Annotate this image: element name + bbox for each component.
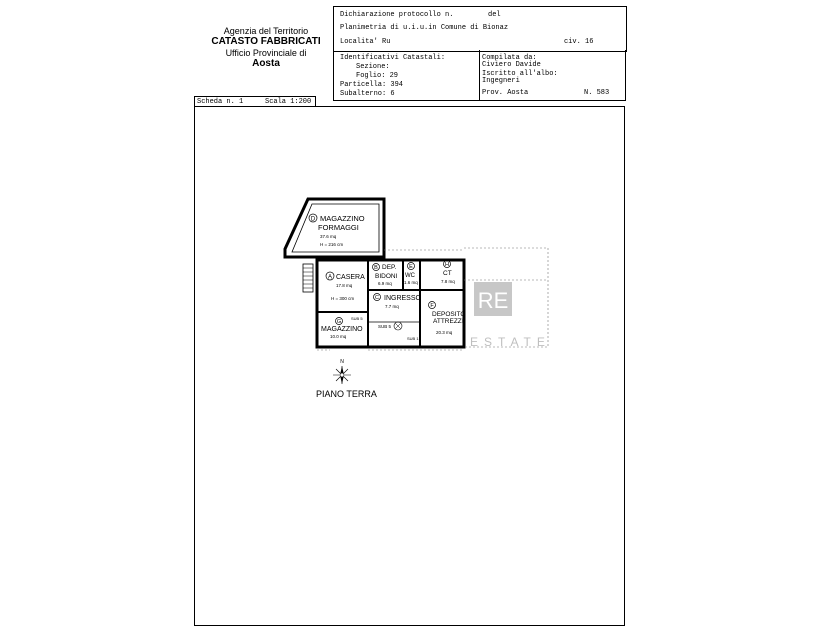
- sub5-label: SUB 5: [378, 324, 392, 329]
- area-e: 1.6 mq: [404, 280, 418, 285]
- compiler-name: Civiero Davide: [482, 61, 541, 69]
- label-c: INGRESSO: [384, 295, 421, 302]
- height-d: H = 216 cm: [320, 242, 344, 247]
- label-f-line1: DEPOSITO: [432, 311, 466, 318]
- label-h: CT: [443, 270, 452, 277]
- watermark-text: RE: [477, 288, 509, 313]
- area-b: 6.9 mq: [378, 281, 392, 286]
- catasto-title: CATASTO FABBRICATI: [211, 36, 321, 48]
- office-city: Aosta: [252, 58, 280, 70]
- planimetria-text: Planimetria di u.i.u.in Comune di Bionaz: [340, 24, 509, 32]
- marker-e: E: [409, 264, 413, 270]
- floor-label: PIANO TERRA: [316, 389, 377, 399]
- marker-g: G: [336, 319, 342, 325]
- stairs: [303, 264, 313, 292]
- marker-a: A: [327, 274, 333, 281]
- label-b-line2: BIDONI: [375, 273, 398, 280]
- registration-number: N. 583: [584, 89, 610, 97]
- marker-h: H: [445, 262, 449, 268]
- agency-name: Agenzia del Territorio: [223, 26, 309, 36]
- north-label: N: [340, 359, 344, 365]
- office-label: Ufficio Provinciale di: [225, 47, 307, 58]
- room-magazzino-formaggi: [285, 199, 384, 257]
- marker-b: B: [374, 265, 378, 271]
- room-ingresso: [374, 294, 422, 331]
- area-a: 17.8 mq: [336, 283, 353, 288]
- del-label: del: [488, 11, 501, 19]
- area-h: 7.8 mq: [441, 279, 455, 284]
- sezione-label: Sezione:: [356, 63, 390, 71]
- label-d-line1: MAGAZZINO: [320, 214, 365, 223]
- particella-value: Particella: 394: [340, 81, 404, 89]
- label-e: WC: [405, 273, 415, 279]
- area-d: 37.6 mq: [320, 234, 337, 239]
- room-wc: [404, 263, 418, 286]
- foglio-value: Foglio: 29: [356, 72, 399, 80]
- watermark-subtext: ESTATE: [470, 335, 551, 349]
- room-deposito-attrezzi: [407, 302, 465, 342]
- marker-c: C: [375, 295, 379, 301]
- sub1b-label: SUB 1: [407, 336, 419, 341]
- room-magazzino: [321, 316, 363, 339]
- label-f-line2: ATTREZZI: [433, 318, 464, 325]
- subalterno-value: Subalterno: 6: [340, 90, 395, 98]
- label-d-line2: FORMAGGI: [318, 223, 359, 232]
- north-compass: [333, 359, 351, 384]
- sub1a-label: SUB 5: [351, 316, 363, 321]
- label-g: MAGAZZINO: [321, 326, 363, 333]
- room-casera: [326, 272, 365, 301]
- area-c: 7.7 mq: [385, 304, 399, 309]
- protocol-label: Dichiarazione protocollo n.: [340, 11, 454, 19]
- iscritto-label: Iscritto all'albo:: [482, 70, 558, 78]
- marker-f: F: [430, 303, 434, 309]
- compilata-label: Compilata da:: [482, 54, 537, 62]
- localita-text: Localita' Ru: [340, 38, 391, 46]
- province-value: Prov. Aosta: [482, 89, 529, 97]
- albo-value: Ingegneri: [482, 77, 520, 85]
- room-ct: [441, 261, 455, 285]
- label-b-line1: DEP.: [382, 264, 397, 271]
- area-f: 20.3 mq: [436, 330, 453, 335]
- civic-number: civ. 16: [564, 38, 594, 46]
- marker-d: D: [310, 216, 316, 223]
- height-a: H = 300 cm: [331, 296, 355, 301]
- scheda-label: Scheda n. 1: [197, 98, 244, 106]
- area-g: 10.0 mq: [330, 334, 347, 339]
- label-a: CASERA: [336, 274, 365, 281]
- room-dep-bidoni: [373, 264, 398, 287]
- scale-label: Scala 1:200: [265, 98, 312, 106]
- identifiers-title: Identificativi Catastali:: [340, 54, 446, 62]
- watermark: [470, 282, 551, 349]
